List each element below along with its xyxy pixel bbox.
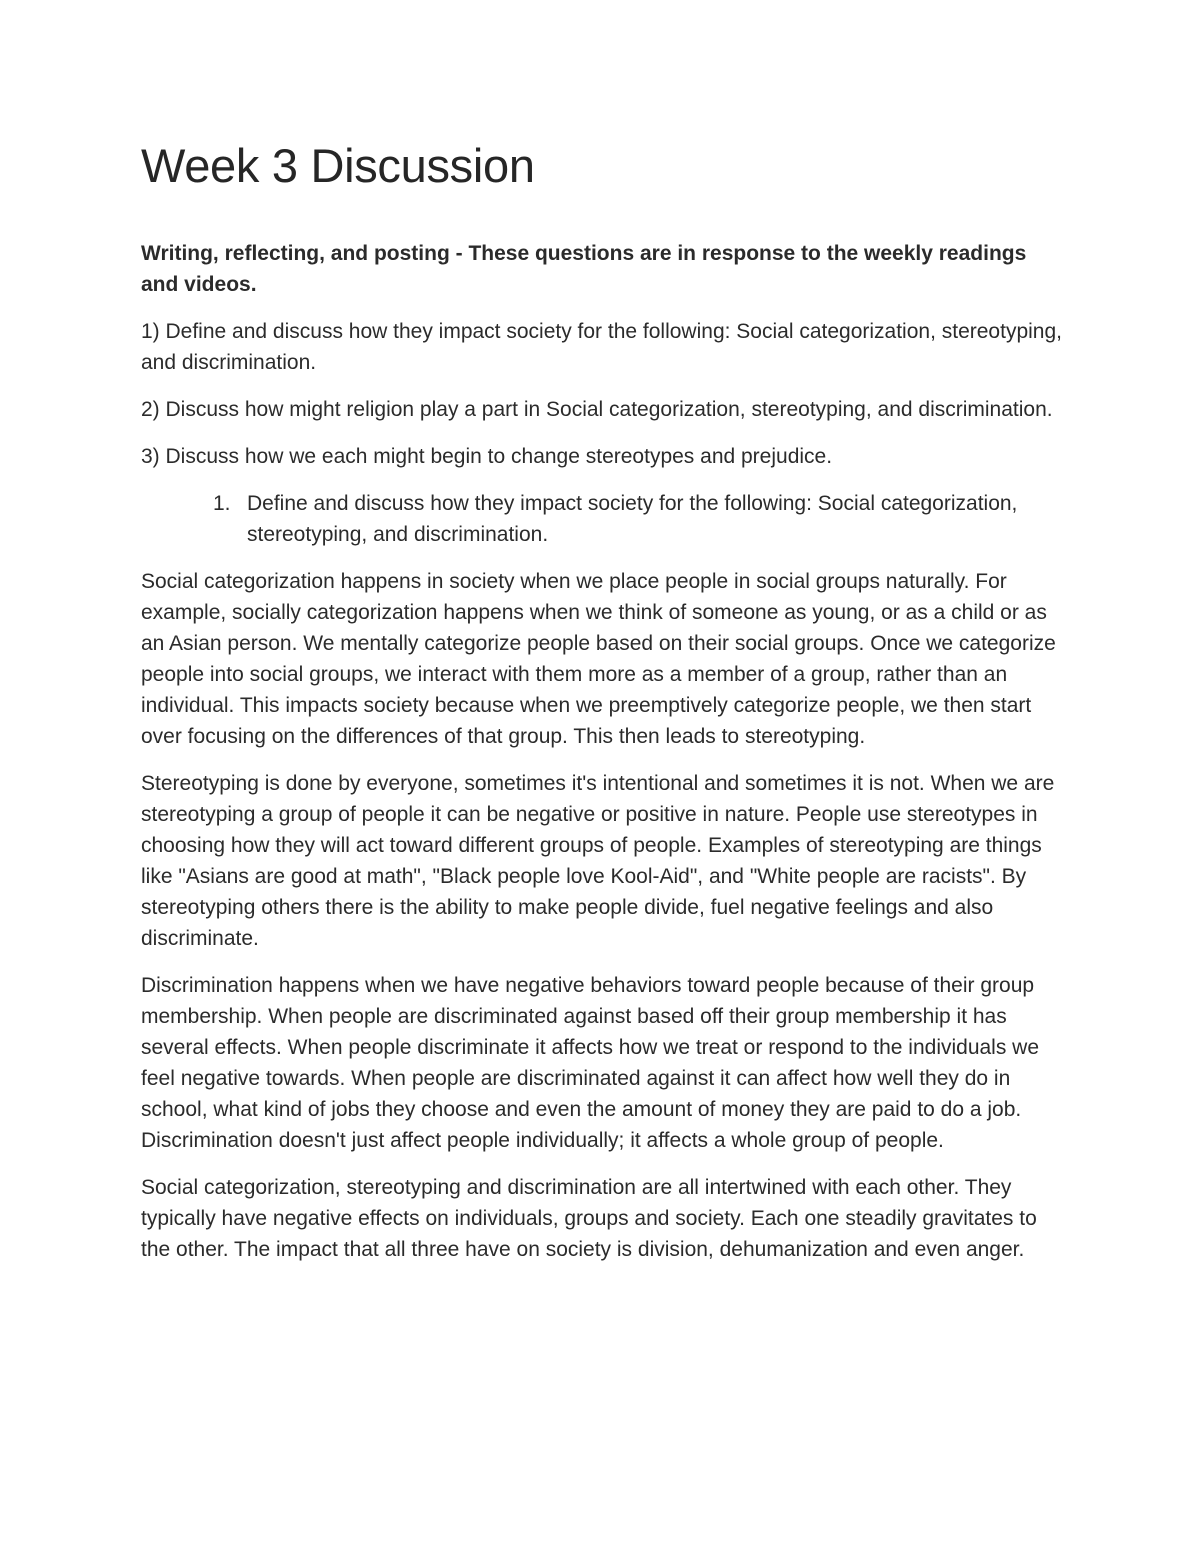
document-page	[141, 138, 1066, 1281]
list-item-text: Define and discuss how they impact society for the following: Social categorization, stereotyping, and discrimination.	[247, 492, 1018, 546]
list-item-number: 1.	[213, 492, 231, 515]
intro-instructions: Writing, reflecting, and posting - These questions are in response to the weekly readings and videos.	[141, 242, 1027, 296]
question-3: 3) Discuss how we each might begin to change stereotypes and prejudice.	[141, 445, 833, 468]
paragraph-discrimination: Discrimination happens when we have negative behaviors toward people because of their group membership. When people are discriminated against based off their group membership it has several effects. When people discriminate it affects how we treat or respond to the individuals we feel negative towards. When people are discriminated against it can affect how well they do in school, what kind of jobs they choose and even the amount of money they are paid to do a job. Discrimination doesn't just affect people individually; it affects a whole group of people.	[141, 974, 1040, 1152]
paragraph-stereotyping: Stereotyping is done by everyone, sometimes it's intentional and sometimes it is not. When we are stereotyping a group of people it can be negative or positive in nature. People use stereotypes in choosing how they will act toward different groups of people. Examples of stereotyping are things like "Asians are good at math", "Black people love Kool-Aid", and "White people are racists". By stereotyping others there is the ability to make people divide, fuel negative feelings and also discriminate.	[141, 772, 1055, 950]
paragraph-conclusion: Social categorization, stereotyping and discrimination are all intertwined with each other. They typically have negative effects on individuals, groups and society. Each one steadily gravitates to the other. The impact that all three have on society is division, dehumanization and even anger.	[141, 1176, 1037, 1261]
paragraph-social-categorization: Social categorization happens in society when we place people in social groups naturally. For example, socially categorization happens when we think of someone as young, or as a child or as an Asian person. We mentally categorize people based on their social groups. Once we categorize people into social groups, we interact with them more as a member of a group, rather than an individual. This impacts society because when we preemptively categorize people, we then start over focusing on the differences of that group. This then leads to stereotyping.	[141, 570, 1056, 748]
list-item	[141, 488, 1066, 550]
numbered-list	[141, 488, 1066, 550]
question-1: 1) Define and discuss how they impact society for the following: Social categorization, stereotyping, and discrimination.	[141, 320, 1062, 374]
document-title: Week 3 Discussion	[141, 139, 535, 192]
question-2: 2) Discuss how might religion play a part in Social categorization, stereotyping, and discrimination.	[141, 398, 1053, 421]
